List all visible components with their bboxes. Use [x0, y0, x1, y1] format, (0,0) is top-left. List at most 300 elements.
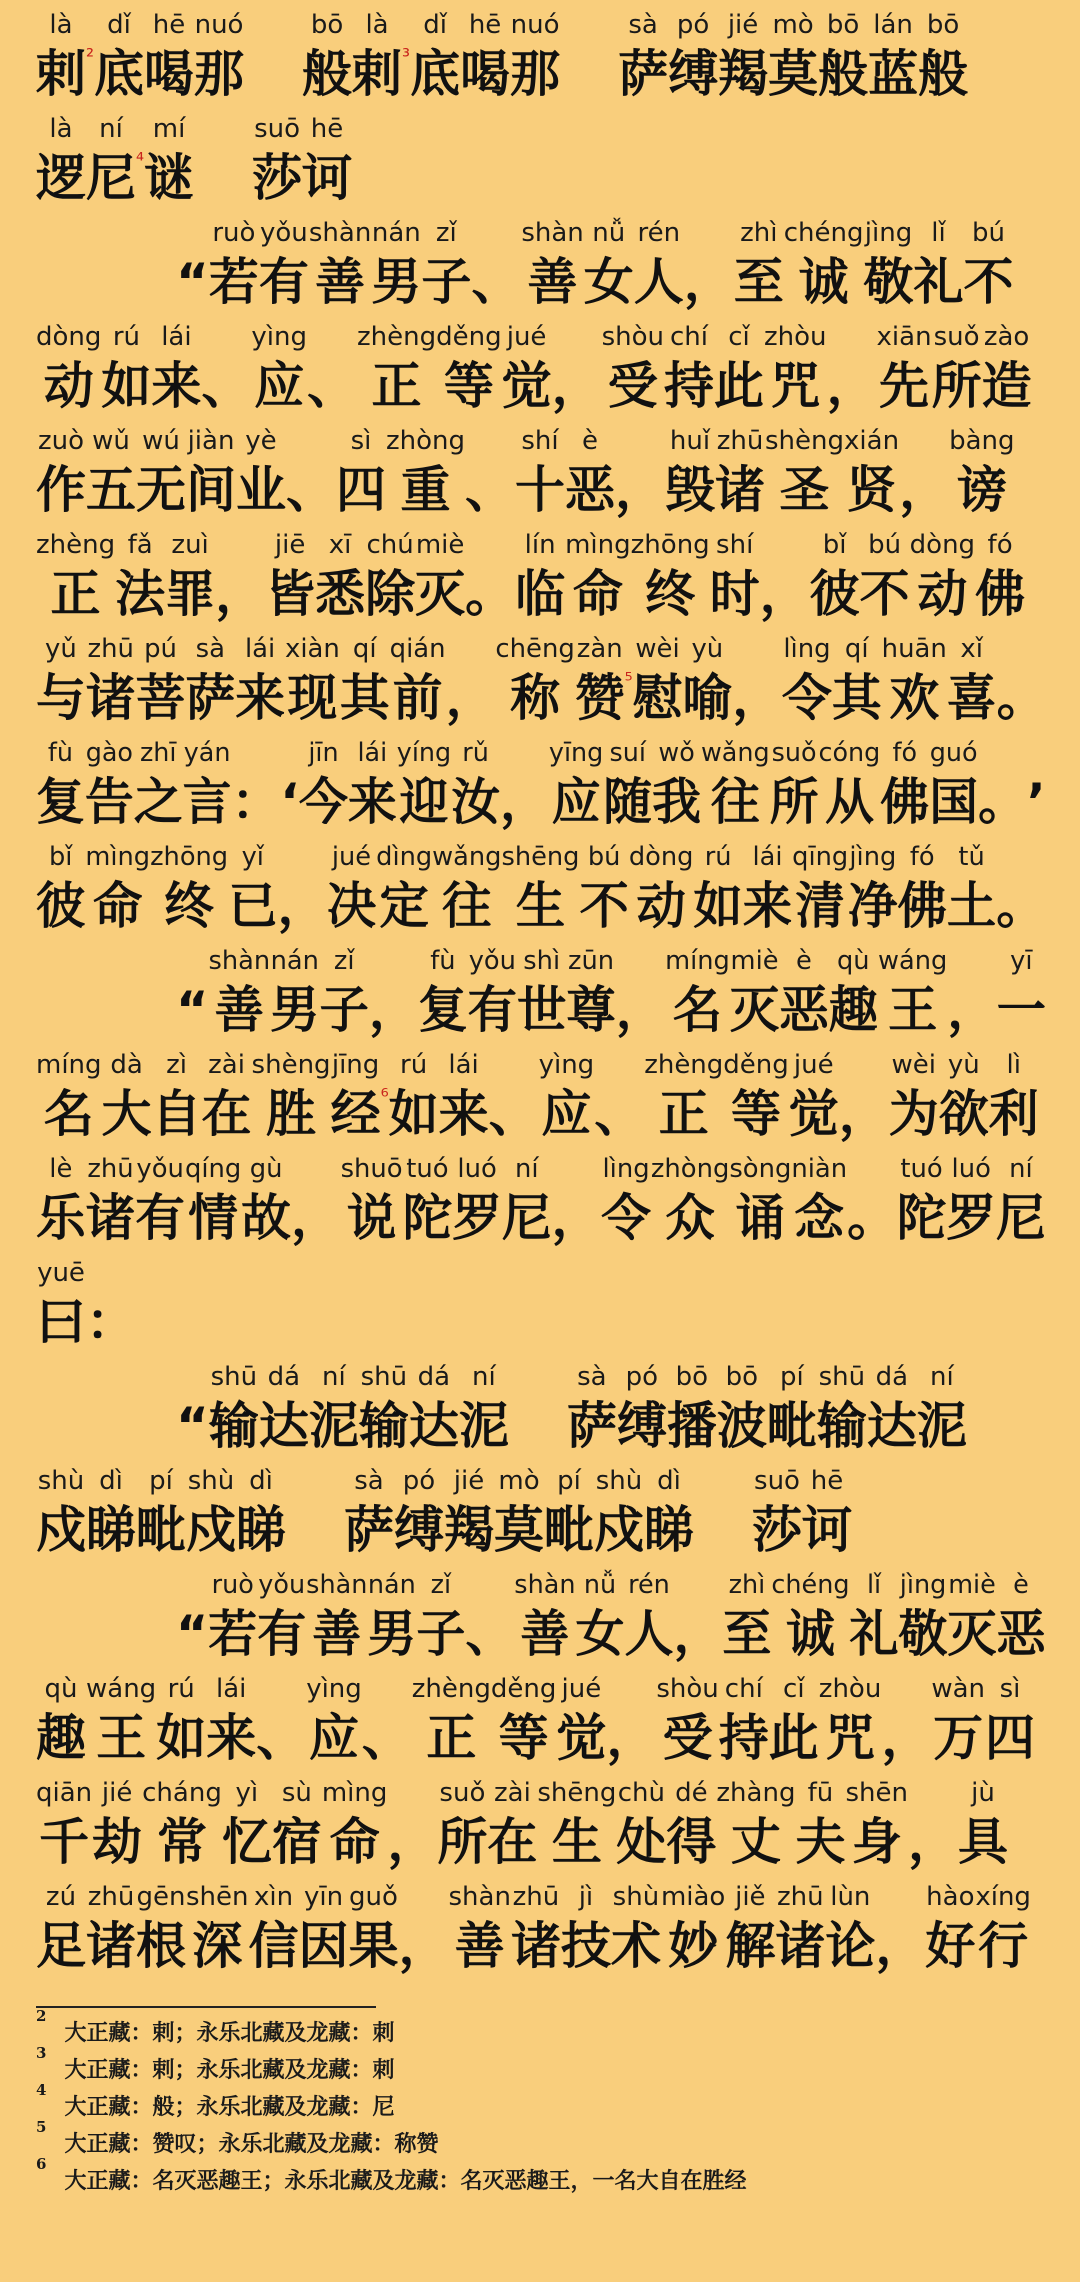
text-line — [36, 320, 1046, 424]
hanzi: 缚 — [394, 1501, 444, 1559]
pinyin — [625, 632, 633, 666]
char-cell — [465, 528, 515, 626]
pinyin: xìn — [253, 1882, 294, 1912]
hanzi: 缚 — [616, 1397, 667, 1455]
hanzi: 与 — [36, 669, 86, 727]
hanzi: 睇 — [86, 1501, 136, 1559]
pinyin: shèng — [765, 426, 845, 456]
hanzi: 若 — [208, 1605, 258, 1663]
char-cell — [272, 1776, 322, 1874]
pinyin — [291, 1152, 341, 1186]
pinyin — [1027, 736, 1046, 770]
hanzi: 先 — [879, 357, 930, 415]
pinyin: sòng — [729, 1154, 792, 1184]
pinyin: jié — [453, 1466, 485, 1496]
pinyin: tǔ — [958, 842, 985, 872]
pinyin: ní — [930, 1362, 954, 1392]
hanzi: 不 — [579, 877, 629, 935]
char-cell — [494, 1464, 544, 1562]
pinyin: chú — [366, 530, 414, 560]
char-cell — [449, 1880, 511, 1978]
hanzi: ， — [398, 1917, 449, 1975]
hanzi: 十 — [515, 461, 566, 519]
hanzi: 正 — [426, 1709, 477, 1767]
hanzi: 其 — [831, 669, 882, 727]
pinyin: shàn — [521, 218, 584, 248]
char-cell — [878, 944, 947, 1042]
pinyin: yìng — [306, 1674, 362, 1704]
hanzi: 其 — [339, 669, 390, 727]
char-cell — [259, 216, 309, 314]
pinyin — [446, 632, 496, 666]
char-cell — [135, 1152, 185, 1250]
text-line — [36, 1256, 1046, 1360]
pinyin: gù — [249, 1154, 283, 1184]
hanzi: 男 — [371, 253, 422, 311]
char-cell — [489, 1048, 539, 1146]
hanzi: 诸 — [715, 461, 766, 519]
pinyin: zhōng — [150, 842, 229, 872]
hanzi: 来 — [347, 773, 397, 831]
hanzi: ， — [615, 461, 666, 519]
char-cell — [575, 1568, 624, 1666]
hanzi: 剌 — [36, 45, 86, 103]
char-cell — [36, 1256, 86, 1354]
pinyin: bō — [675, 1362, 709, 1392]
hanzi: 、 — [286, 461, 336, 519]
phrase-group — [36, 1776, 1008, 1874]
hanzi: 善 — [520, 1605, 570, 1663]
pinyin — [465, 1568, 514, 1602]
hanzi: 罗 — [452, 1189, 502, 1247]
hanzi: 行 — [978, 1917, 1029, 1975]
char-cell — [286, 424, 336, 522]
hanzi: 陀 — [896, 1189, 947, 1247]
pinyin: shèng — [251, 1050, 331, 1080]
pinyin — [673, 1568, 722, 1602]
pinyin: wèi — [891, 1050, 937, 1080]
pinyin: zhèng — [411, 1674, 491, 1704]
char-cell — [176, 1568, 208, 1666]
hanzi: 输 — [358, 1397, 409, 1455]
char-cell — [889, 1048, 939, 1146]
char-cell — [949, 424, 1014, 522]
hanzi: 彼 — [809, 565, 860, 623]
pinyin: dà — [110, 1050, 143, 1080]
hanzi: 迎 — [399, 773, 449, 831]
footnote-text: 大正藏：名灭恶趣王；永乐北藏及龙藏：名灭恶趣王，一名大自在胜经 — [64, 2168, 747, 2194]
hanzi: 羯 — [718, 45, 769, 103]
pinyin: bō — [826, 10, 860, 40]
hanzi: 贤 — [846, 461, 897, 519]
char-cell — [36, 1464, 86, 1562]
hanzi: ， — [732, 669, 783, 727]
hanzi: 谤 — [956, 461, 1007, 519]
char-cell — [285, 632, 340, 730]
hanzi: 应 — [254, 357, 305, 415]
char-cell — [710, 528, 760, 626]
char-cell — [86, 424, 136, 522]
char-cell — [881, 1672, 931, 1770]
pinyin: ní — [514, 1154, 539, 1184]
pinyin: lǐ — [931, 218, 946, 248]
hanzi: 诵 — [735, 1189, 786, 1247]
char-cell — [719, 1672, 769, 1770]
phrase-group — [36, 424, 1014, 522]
hanzi: 根 — [136, 1917, 186, 1975]
pinyin: jīn — [308, 738, 339, 768]
hanzi: 至 — [733, 253, 784, 311]
pinyin: dì — [249, 1466, 273, 1496]
pinyin: zǐ — [435, 218, 457, 248]
pinyin: fǎ — [127, 530, 153, 560]
pinyin: shū — [360, 1362, 408, 1392]
hanzi: 人 — [624, 1605, 674, 1663]
pinyin — [615, 424, 665, 458]
pinyin: chēng — [495, 634, 575, 664]
text-line — [176, 1360, 1046, 1464]
hanzi: 萨 — [344, 1501, 394, 1559]
char-cell — [277, 840, 326, 938]
hanzi: ， — [759, 565, 810, 623]
pinyin: yù — [691, 634, 724, 664]
hanzi: 觉 — [501, 357, 552, 415]
char-cell — [701, 736, 770, 834]
hanzi: 定 — [379, 877, 429, 935]
hanzi: ， — [673, 1605, 723, 1663]
char-cell — [549, 736, 603, 834]
phrase-group — [36, 1880, 1031, 1978]
pinyin: guǒ — [349, 1882, 398, 1912]
char-cell — [394, 1464, 444, 1562]
char-cell — [194, 8, 244, 106]
pinyin — [899, 424, 949, 458]
footnote — [36, 2044, 1046, 2087]
char-cell — [825, 1880, 875, 1978]
char-cell — [92, 1776, 142, 1874]
hanzi: 善 — [214, 981, 264, 1039]
pinyin: rén — [628, 1570, 670, 1600]
char-cell — [36, 1048, 102, 1146]
pinyin: yǔ — [45, 634, 77, 664]
hanzi: 命 — [93, 877, 143, 935]
pinyin: pó — [625, 1362, 659, 1392]
char-cell — [668, 8, 718, 106]
char-cell — [349, 1880, 399, 1978]
text-line — [36, 1464, 1046, 1568]
char-cell — [36, 1672, 86, 1770]
char-cell — [322, 1776, 388, 1874]
pinyin: sì — [350, 426, 372, 456]
char-cell — [666, 1776, 716, 1874]
hanzi: 敬 — [898, 1605, 948, 1663]
pinyin: chù — [617, 1778, 666, 1808]
pinyin: ní — [472, 1362, 496, 1392]
pinyin: shù — [595, 1466, 643, 1496]
hanzi: 男 — [270, 981, 320, 1039]
pinyin — [471, 216, 521, 250]
char-cell — [631, 528, 710, 626]
char-cell — [299, 736, 348, 834]
pinyin: dǐ — [107, 10, 131, 40]
char-cell — [348, 736, 397, 834]
char-cell — [36, 112, 86, 210]
char-cell — [768, 8, 818, 106]
phrase-group — [36, 528, 1025, 626]
hanzi: 命 — [572, 565, 623, 623]
hanzi: 欲 — [938, 1085, 989, 1143]
hanzi: 临 — [515, 565, 566, 623]
pinyin: hào — [926, 1882, 975, 1912]
pinyin: shàn — [308, 218, 372, 248]
char-cell — [257, 1568, 306, 1666]
hanzi: 、 — [465, 461, 516, 519]
char-cell — [487, 1776, 537, 1874]
char-cell — [947, 840, 996, 938]
hanzi: 恶 — [565, 461, 616, 519]
pinyin: fū — [807, 1778, 834, 1808]
char-cell — [459, 1360, 509, 1458]
hanzi: 胜 — [266, 1085, 317, 1143]
hanzi: 、 — [307, 357, 357, 415]
hanzi: 、 — [201, 357, 252, 415]
hanzi: 底 — [94, 45, 145, 103]
hanzi: 喻 — [682, 669, 733, 727]
hanzi: 、 — [465, 1605, 515, 1663]
char-cell — [845, 1776, 908, 1874]
pinyin: mìng — [565, 530, 631, 560]
pinyin: shòu — [601, 322, 665, 352]
pinyin: yíng — [396, 738, 452, 768]
hanzi: ， — [826, 357, 877, 415]
char-cell — [982, 320, 1032, 418]
pinyin: huǐ — [669, 426, 711, 456]
char-cell — [767, 1360, 817, 1458]
hanzi: 曰 — [36, 1293, 86, 1351]
pinyin: zhū — [716, 426, 764, 456]
hanzi: 终 — [164, 877, 214, 935]
pinyin — [732, 632, 782, 666]
char-cell — [665, 944, 730, 1042]
hanzi: 输 — [208, 1397, 259, 1455]
hanzi: 应 — [551, 773, 601, 831]
phrase-group — [176, 216, 1014, 314]
char-cell — [502, 1152, 552, 1250]
pinyin: zhòng — [386, 426, 466, 456]
char-cell — [989, 1048, 1039, 1146]
pinyin — [176, 1360, 209, 1394]
hanzi: 来 — [235, 669, 286, 727]
char-cell — [629, 840, 694, 938]
hanzi: 来 — [206, 1709, 257, 1767]
char-cell — [997, 944, 1046, 1042]
hanzi: 受 — [662, 1709, 713, 1767]
pinyin: pí — [780, 1362, 804, 1392]
pinyin: niàn — [791, 1154, 848, 1184]
footnote-number: ⁵ — [624, 668, 633, 692]
char-cell — [86, 1152, 136, 1250]
pinyin: hē — [468, 10, 502, 40]
char-cell — [514, 1568, 575, 1666]
pinyin: fó — [909, 842, 935, 872]
hanzi: 恶 — [779, 981, 829, 1039]
char-cell — [624, 1568, 673, 1666]
footnote-num: 4 — [36, 2081, 47, 2099]
hanzi: 毗 — [544, 1501, 594, 1559]
pinyin: là — [49, 114, 73, 144]
hanzi: 不 — [963, 253, 1014, 311]
char-cell — [352, 8, 402, 106]
hanzi: ， — [277, 877, 327, 935]
footnote-text: 大正藏：剌；永乐北藏及龙藏：刺 — [64, 2057, 395, 2083]
char-cell — [371, 216, 421, 314]
char-cell — [795, 1776, 845, 1874]
char-cell — [910, 528, 975, 626]
pinyin: mò — [772, 10, 814, 40]
pinyin: shēn — [186, 1882, 249, 1912]
char-cell — [515, 528, 565, 626]
hanzi: 除 — [365, 565, 416, 623]
char-cell — [537, 1776, 616, 1874]
hanzi: 礼 — [849, 1605, 899, 1663]
hanzi: 五 — [86, 461, 136, 519]
footnote-marker — [402, 8, 410, 106]
char-cell — [947, 944, 996, 1042]
char-cell — [437, 1776, 487, 1874]
phrase-group — [252, 112, 352, 210]
char-cell — [510, 8, 560, 106]
char-cell — [665, 424, 715, 522]
hanzi: 、 — [594, 1085, 645, 1143]
hanzi: 处 — [616, 1813, 667, 1871]
pinyin — [402, 8, 410, 42]
pinyin: rú — [704, 842, 732, 872]
pinyin: hē — [310, 114, 344, 144]
hanzi: 具 — [957, 1813, 1008, 1871]
hanzi: 灭 — [729, 981, 780, 1039]
pinyin: miè — [730, 946, 779, 976]
hanzi: 无 — [136, 461, 186, 519]
char-cell — [232, 736, 281, 834]
hanzi: ， — [551, 1189, 602, 1247]
char-cell — [931, 1672, 985, 1770]
pinyin: mí — [152, 114, 186, 144]
hanzi: 诸 — [85, 1189, 136, 1247]
hanzi: 诚 — [785, 1605, 835, 1663]
hanzi: 自 — [151, 1085, 202, 1143]
char-cell — [202, 1048, 252, 1146]
pinyin: lùn — [830, 1882, 871, 1912]
char-cell — [165, 528, 215, 626]
hanzi: 等 — [443, 357, 494, 415]
pinyin — [996, 840, 1045, 874]
char-cell — [315, 528, 365, 626]
pinyin — [381, 1048, 389, 1082]
char-cell — [36, 8, 86, 106]
hanzi: 子 — [416, 1605, 466, 1663]
hanzi: 。 — [996, 669, 1047, 727]
hanzi: 此 — [768, 1709, 819, 1767]
char-cell — [775, 1880, 825, 1978]
text-line — [36, 736, 1046, 840]
pinyin: yǐ — [241, 842, 264, 872]
char-cell — [864, 216, 914, 314]
hanzi: 深 — [192, 1917, 243, 1975]
pinyin: shuō — [340, 1154, 403, 1184]
char-cell — [495, 632, 574, 730]
hanzi: 萨 — [618, 45, 669, 103]
hanzi: 趣 — [828, 981, 878, 1039]
pinyin: shēng — [537, 1778, 617, 1808]
char-cell — [832, 632, 882, 730]
char-cell — [491, 1672, 556, 1770]
pinyin: mìng — [85, 842, 151, 872]
char-cell — [802, 1464, 852, 1562]
char-cell — [996, 840, 1045, 938]
pinyin: dìng — [376, 842, 433, 872]
char-cell — [515, 424, 565, 522]
hanzi: 信 — [248, 1917, 299, 1975]
hanzi: 时 — [709, 565, 760, 623]
hanzi: 罪 — [165, 565, 216, 623]
pinyin — [552, 1152, 602, 1186]
pinyin — [215, 528, 265, 562]
char-cell — [336, 424, 386, 522]
pinyin: jué — [561, 1674, 602, 1704]
pinyin: děng — [436, 322, 502, 352]
pinyin: yī — [1010, 946, 1033, 976]
hanzi: 造 — [981, 357, 1032, 415]
phrase-group — [567, 1360, 967, 1458]
pinyin: nán — [371, 218, 421, 248]
char-cell — [409, 1360, 459, 1458]
pinyin: ní — [322, 1362, 346, 1392]
char-cell — [306, 1568, 367, 1666]
char-cell — [86, 1880, 136, 1978]
char-cell — [465, 1568, 514, 1666]
char-cell — [186, 1464, 236, 1562]
pinyin: shàn — [208, 946, 271, 976]
char-cell — [929, 736, 978, 834]
pinyin: è — [1013, 1570, 1029, 1600]
pinyin: è — [796, 946, 812, 976]
hanzi: 礼 — [913, 253, 964, 311]
char-cell — [36, 1880, 86, 1978]
phrase-group — [752, 1464, 852, 1562]
hanzi: 善 — [527, 253, 578, 311]
pinyin — [362, 1672, 412, 1706]
pinyin: zhì — [728, 1570, 766, 1600]
char-cell — [331, 1048, 381, 1146]
pinyin: lán — [873, 10, 913, 40]
char-cell — [201, 320, 251, 418]
char-cell — [144, 8, 194, 106]
pinyin: shù — [612, 1882, 660, 1912]
footnote-text: 大正藏：般；永乐北藏及龙藏：尼 — [64, 2094, 395, 2120]
hanzi: 妙 — [668, 1917, 719, 1975]
hanzi: 常 — [156, 1813, 207, 1871]
hanzi: 谜 — [144, 149, 195, 207]
hanzi: 一 — [996, 981, 1047, 1039]
char-cell — [602, 320, 664, 418]
char-cell — [465, 424, 515, 522]
hanzi: 作 — [36, 461, 86, 519]
text-line — [176, 944, 1047, 1048]
char-cell — [215, 528, 265, 626]
pinyin: sì — [999, 1674, 1021, 1704]
hanzi: 莫 — [768, 45, 819, 103]
hanzi: 名 — [672, 981, 723, 1039]
